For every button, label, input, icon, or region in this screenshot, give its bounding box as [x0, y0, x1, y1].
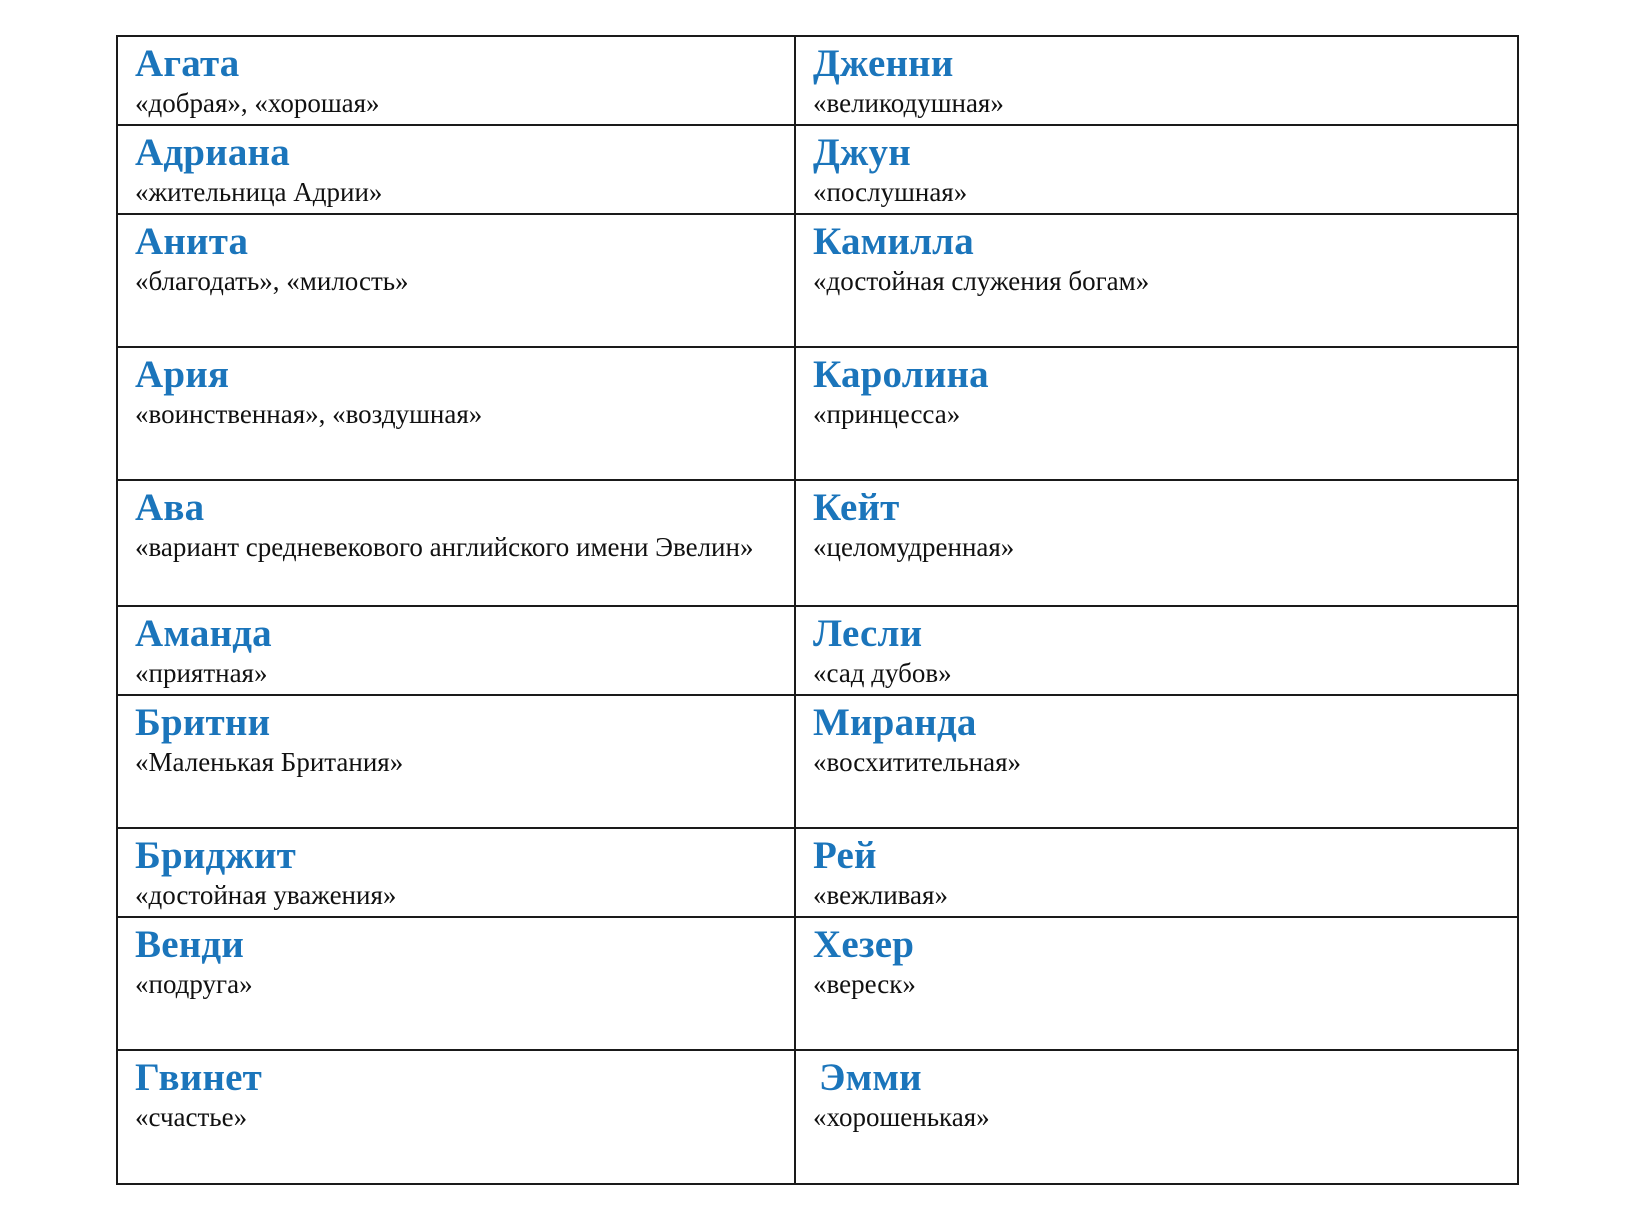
name-cell [117, 828, 795, 917]
name-cell [117, 480, 795, 606]
name-cell [117, 347, 795, 480]
name-cell [117, 214, 795, 347]
name-cell [117, 695, 795, 828]
name-cell [795, 917, 1518, 1050]
name-meaning: «послушная» [813, 177, 968, 207]
name-title: Бритни [135, 701, 271, 744]
name-cell [117, 125, 795, 214]
name-cell [795, 695, 1518, 828]
name-cell [795, 480, 1518, 606]
table-row [117, 36, 1518, 125]
name-title: Бриджит [135, 834, 296, 877]
name-cell [795, 606, 1518, 695]
name-meaning: «достойная уважения» [135, 880, 397, 910]
name-meaning: «целомудренная» [813, 532, 1015, 562]
table-row [117, 214, 1518, 347]
name-title: Анита [135, 220, 249, 263]
table-row [117, 347, 1518, 480]
name-title: Гвинет [135, 1056, 262, 1099]
table-row [117, 828, 1518, 917]
name-title: Адриана [135, 131, 290, 174]
name-meaning: «достойная служения богам» [813, 266, 1150, 296]
name-cell [795, 125, 1518, 214]
table-row [117, 125, 1518, 214]
name-meaning: «вариант средневекового английского имени Эвелин» [135, 532, 754, 562]
name-meaning: «воинственная», «воздушная» [135, 399, 483, 429]
name-meaning: «хорошенькая» [813, 1102, 990, 1132]
name-cell [117, 917, 795, 1050]
name-cell [117, 606, 795, 695]
name-meaning: «подруга» [135, 969, 253, 999]
name-meaning: «вереск» [813, 969, 916, 999]
name-title: Венди [135, 923, 244, 966]
name-title: Миранда [813, 701, 977, 744]
name-title: Рей [813, 834, 877, 877]
name-meaning: «сад дубов» [813, 658, 952, 688]
name-meaning: «жительница Адрии» [135, 177, 383, 207]
name-title: Кейт [813, 486, 900, 529]
name-title: Дженни [813, 42, 954, 85]
name-title: Аманда [135, 612, 272, 655]
name-title: Хезер [813, 923, 915, 966]
name-title: Ария [135, 353, 230, 396]
name-cell [795, 214, 1518, 347]
name-title: Агата [135, 42, 240, 85]
table-row [117, 917, 1518, 1050]
name-cell [117, 1050, 795, 1184]
name-meaning: «вежливая» [813, 880, 948, 910]
name-meaning: «приятная» [135, 658, 268, 688]
name-title: Эмми [819, 1056, 922, 1099]
name-cell [117, 36, 795, 125]
names-table [116, 35, 1519, 1185]
name-cell [795, 828, 1518, 917]
name-title: Камилла [813, 220, 974, 263]
name-title: Лесли [813, 612, 923, 655]
table-row [117, 480, 1518, 606]
name-cell [795, 36, 1518, 125]
name-title: Каролина [813, 353, 989, 396]
name-meaning: «принцесса» [813, 399, 961, 429]
name-title: Джун [813, 131, 911, 174]
table-row [117, 606, 1518, 695]
name-cell [795, 347, 1518, 480]
name-cell [795, 1050, 1518, 1184]
name-meaning: «восхитительная» [813, 747, 1021, 777]
name-title: Ава [135, 486, 205, 529]
name-meaning: «Маленькая Британия» [135, 747, 404, 777]
table-row [117, 1050, 1518, 1184]
table-row [117, 695, 1518, 828]
name-meaning: «счастье» [135, 1102, 248, 1132]
name-meaning: «добрая», «хорошая» [135, 88, 380, 118]
name-meaning: «великодушная» [813, 88, 1004, 118]
name-meaning: «благодать», «милость» [135, 266, 409, 296]
